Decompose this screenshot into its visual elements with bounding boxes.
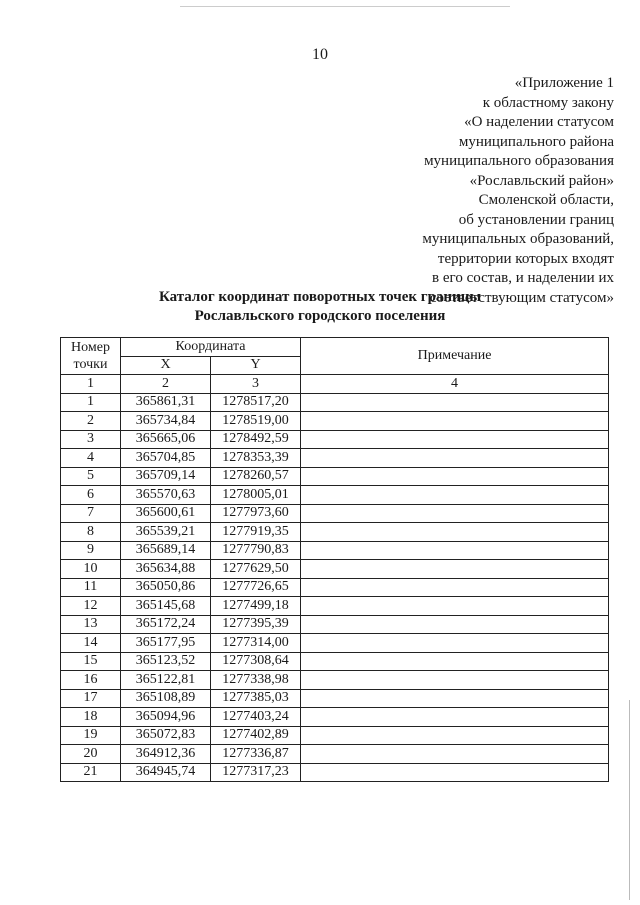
header-coordinate: Координата	[121, 338, 301, 357]
note-cell	[301, 486, 609, 505]
point-number-cell: 15	[61, 652, 121, 671]
table-row	[61, 467, 609, 486]
appendix-line: «О наделении статусом	[464, 114, 614, 130]
x-coordinate-cell: 365665,06	[121, 430, 211, 449]
y-coordinate-cell: 1278260,57	[211, 467, 301, 486]
note-cell	[301, 652, 609, 671]
y-coordinate-cell: 1277402,89	[211, 726, 301, 745]
note-cell	[301, 745, 609, 764]
catalog-title-line-2: Рославльского городского поселения	[194, 308, 446, 324]
point-number-cell: 13	[61, 615, 121, 634]
note-cell	[301, 597, 609, 616]
appendix-line: муниципального района	[458, 133, 614, 150]
y-coordinate-cell: 1278005,01	[211, 486, 301, 505]
table-row	[61, 560, 609, 579]
note-cell	[301, 763, 609, 782]
appendix-line: «Приложение 1	[514, 75, 614, 91]
table-row	[61, 504, 609, 523]
note-cell	[301, 430, 609, 449]
x-coordinate-cell: 365122,81	[121, 671, 211, 690]
note-cell	[301, 689, 609, 708]
table-row	[61, 652, 609, 671]
scan-artifact-line	[180, 6, 510, 7]
x-coordinate-cell: 365072,83	[121, 726, 211, 745]
table-row	[61, 541, 609, 560]
point-number-cell: 14	[61, 634, 121, 653]
table-row	[61, 763, 609, 782]
column-number-3: 3	[211, 375, 301, 394]
table-row	[61, 615, 609, 634]
table-row	[61, 634, 609, 653]
note-cell	[301, 671, 609, 690]
table-row	[61, 393, 609, 412]
point-number-cell: 3	[61, 430, 121, 449]
point-number-cell: 17	[61, 689, 121, 708]
table-row	[61, 523, 609, 542]
note-cell	[301, 523, 609, 542]
appendix-note	[254, 74, 614, 308]
appendix-line: к областному закону	[482, 94, 614, 111]
scan-artifact-edge	[629, 700, 630, 900]
y-coordinate-cell: 1278353,39	[211, 449, 301, 468]
x-coordinate-cell: 365177,95	[121, 634, 211, 653]
note-cell	[301, 449, 609, 468]
column-number-2: 2	[121, 375, 211, 394]
table-row	[61, 486, 609, 505]
y-coordinate-cell: 1277385,03	[211, 689, 301, 708]
point-number-cell: 10	[61, 560, 121, 579]
x-coordinate-cell: 365172,24	[121, 615, 211, 634]
table-row	[61, 578, 609, 597]
coordinates-table-body	[61, 393, 609, 782]
point-number-cell: 19	[61, 726, 121, 745]
y-coordinate-cell: 1277919,35	[211, 523, 301, 542]
table-row	[61, 449, 609, 468]
y-coordinate-cell: 1277790,83	[211, 541, 301, 560]
table-row	[61, 597, 609, 616]
note-cell	[301, 393, 609, 412]
header-note: Примечание	[301, 338, 609, 375]
note-cell	[301, 726, 609, 745]
column-number-4: 4	[301, 375, 609, 394]
note-cell	[301, 504, 609, 523]
y-coordinate-cell: 1277308,64	[211, 652, 301, 671]
table-row	[61, 745, 609, 764]
appendix-line: территории которых входят	[437, 250, 614, 267]
column-number-1: 1	[61, 375, 121, 394]
page-number: 10	[312, 46, 328, 63]
note-cell	[301, 541, 609, 560]
point-number-cell: 2	[61, 412, 121, 431]
point-number-cell: 8	[61, 523, 121, 542]
x-coordinate-cell: 365123,52	[121, 652, 211, 671]
point-number-cell: 20	[61, 745, 121, 764]
note-cell	[301, 708, 609, 727]
appendix-line: об установлении границ	[458, 211, 614, 228]
x-coordinate-cell: 365050,86	[121, 578, 211, 597]
note-cell	[301, 578, 609, 597]
x-coordinate-cell: 365600,61	[121, 504, 211, 523]
y-coordinate-cell: 1278517,20	[211, 393, 301, 412]
point-number-cell: 5	[61, 467, 121, 486]
y-coordinate-cell: 1277317,23	[211, 763, 301, 782]
x-coordinate-cell: 365145,68	[121, 597, 211, 616]
table-row	[61, 412, 609, 431]
table-row	[61, 708, 609, 727]
note-cell	[301, 560, 609, 579]
table-row	[61, 671, 609, 690]
y-coordinate-cell: 1277499,18	[211, 597, 301, 616]
point-number-cell: 9	[61, 541, 121, 560]
point-number-cell: 21	[61, 763, 121, 782]
header-x: X	[121, 356, 211, 375]
point-number-cell: 1	[61, 393, 121, 412]
coordinates-table	[60, 337, 609, 782]
x-coordinate-cell: 365539,21	[121, 523, 211, 542]
x-coordinate-cell: 365709,14	[121, 467, 211, 486]
point-number-cell: 12	[61, 597, 121, 616]
table-row	[61, 689, 609, 708]
x-coordinate-cell: 365570,63	[121, 486, 211, 505]
x-coordinate-cell: 365689,14	[121, 541, 211, 560]
point-number-cell: 4	[61, 449, 121, 468]
x-coordinate-cell: 365634,88	[121, 560, 211, 579]
y-coordinate-cell: 1278519,00	[211, 412, 301, 431]
y-coordinate-cell: 1277629,50	[211, 560, 301, 579]
table-row	[61, 726, 609, 745]
y-coordinate-cell: 1277973,60	[211, 504, 301, 523]
table-row	[61, 430, 609, 449]
appendix-line: в его состав, и наделении их	[432, 270, 614, 286]
y-coordinate-cell: 1277726,65	[211, 578, 301, 597]
point-number-cell: 6	[61, 486, 121, 505]
y-coordinate-cell: 1277314,00	[211, 634, 301, 653]
y-coordinate-cell: 1277403,24	[211, 708, 301, 727]
x-coordinate-cell: 365734,84	[121, 412, 211, 431]
point-number-cell: 11	[61, 578, 121, 597]
appendix-line: соответствующим статусом»	[429, 289, 614, 306]
y-coordinate-cell: 1277338,98	[211, 671, 301, 690]
catalog-title	[0, 288, 640, 326]
x-coordinate-cell: 365094,96	[121, 708, 211, 727]
point-number-cell: 7	[61, 504, 121, 523]
x-coordinate-cell: 365861,31	[121, 393, 211, 412]
x-coordinate-cell: 365704,85	[121, 449, 211, 468]
point-number-cell: 18	[61, 708, 121, 727]
catalog-title-line-1: Каталог координат поворотных точек границы	[158, 289, 482, 305]
appendix-line: «Рославльский район»	[469, 172, 614, 189]
x-coordinate-cell: 364912,36	[121, 745, 211, 764]
y-coordinate-cell: 1277395,39	[211, 615, 301, 634]
note-cell	[301, 412, 609, 431]
note-cell	[301, 615, 609, 634]
header-y: Y	[211, 356, 301, 375]
appendix-line: муниципального образования	[424, 153, 614, 169]
note-cell	[301, 634, 609, 653]
appendix-line: муниципальных образований,	[422, 231, 614, 247]
x-coordinate-cell: 365108,89	[121, 689, 211, 708]
appendix-line: Смоленской области,	[478, 192, 614, 208]
header-point-number: Номер точки	[61, 338, 121, 375]
note-cell	[301, 467, 609, 486]
point-number-cell: 16	[61, 671, 121, 690]
y-coordinate-cell: 1277336,87	[211, 745, 301, 764]
y-coordinate-cell: 1278492,59	[211, 430, 301, 449]
x-coordinate-cell: 364945,74	[121, 763, 211, 782]
